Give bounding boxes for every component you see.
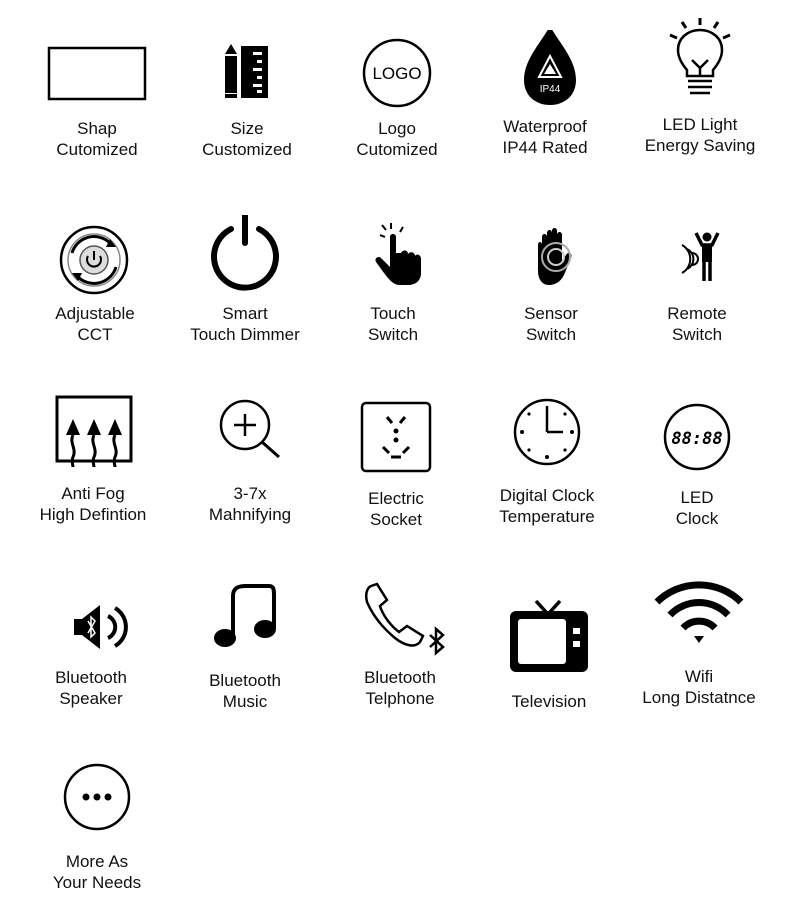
feature-size (172, 30, 322, 180)
feature-label: Wifi Long Distatnce (642, 667, 756, 707)
feature-label: Sensor Switch (524, 304, 578, 344)
feature-label: Digital Clock Temperature (499, 486, 595, 526)
feature-label: Anti Fog High Defintion (39, 484, 147, 524)
touch-hand-icon (318, 215, 468, 315)
wifi-icon (624, 570, 774, 670)
feature-label: Bluetooth Speaker (55, 668, 127, 708)
lightbulb-icon (625, 18, 775, 118)
feature-digital-clock (472, 395, 622, 545)
feature-label: Bluetooth Music (209, 671, 281, 711)
feature-label: Bluetooth Telphone (364, 668, 436, 708)
bluetooth-phone-icon (325, 580, 475, 680)
feature-label: LED Light Energy Saving (644, 115, 756, 155)
feature-remote-switch (622, 215, 772, 365)
feature-label: Television (511, 692, 587, 711)
led-clock-icon (622, 395, 772, 495)
feature-label: 3-7x Mahnifying (208, 484, 292, 524)
feature-label: Touch Switch (367, 304, 419, 344)
feature-led-light (625, 18, 775, 168)
feature-touch-switch (318, 215, 468, 365)
feature-smart-dimmer (170, 215, 320, 365)
svg-text:IP44: IP44 (539, 84, 561, 95)
svg-text:88:88: 88:88 (671, 429, 723, 449)
feature-bluetooth-music (170, 580, 320, 730)
power-icon (170, 215, 320, 315)
svg-text:LOGO: LOGO (372, 64, 422, 83)
feature-label: Electric Socket (368, 489, 424, 529)
feature-electric-socket (321, 395, 471, 545)
feature-label: Smart Touch Dimmer (190, 304, 300, 344)
feature-bluetooth-telephone (325, 580, 475, 730)
sensor-hand-icon (476, 215, 626, 315)
feature-adjustable-cct (20, 215, 170, 365)
feature-shape (22, 30, 172, 180)
feature-anti-fog (18, 395, 168, 545)
feature-logo (322, 30, 472, 180)
music-note-icon (170, 580, 320, 680)
cct-dial-icon (20, 215, 170, 315)
feature-magnifying (175, 395, 325, 545)
feature-sensor-switch (476, 215, 626, 365)
feature-led-clock (622, 395, 772, 545)
feature-label: Shap Cutomized (56, 119, 138, 159)
feature-label: Logo Cutomized (356, 119, 438, 159)
bluetooth-speaker-icon (16, 580, 166, 680)
pencil-ruler-icon (172, 30, 322, 130)
feature-wifi (624, 570, 774, 720)
feature-television (474, 580, 624, 730)
water-drop-icon (470, 30, 620, 130)
feature-more (22, 763, 172, 913)
feature-bluetooth-speaker (16, 580, 166, 730)
socket-icon (321, 395, 471, 495)
anti-fog-icon (18, 395, 168, 495)
rectangle-outline-icon (22, 30, 172, 130)
feature-label: LED Clock (675, 488, 719, 528)
feature-label: Size Customized (202, 119, 292, 159)
analog-clock-icon (472, 395, 622, 495)
magnifier-icon (175, 395, 325, 495)
feature-waterproof (470, 30, 620, 180)
feature-label: Waterproof IP44 Rated (502, 117, 588, 157)
remote-person-icon (622, 215, 772, 315)
logo-circle-icon (322, 30, 472, 130)
feature-label: More As Your Needs (52, 852, 142, 892)
more-dots-icon (22, 763, 172, 863)
television-icon (474, 580, 624, 680)
feature-label: Adjustable CCT (55, 304, 135, 344)
feature-label: Remote Switch (667, 304, 727, 344)
